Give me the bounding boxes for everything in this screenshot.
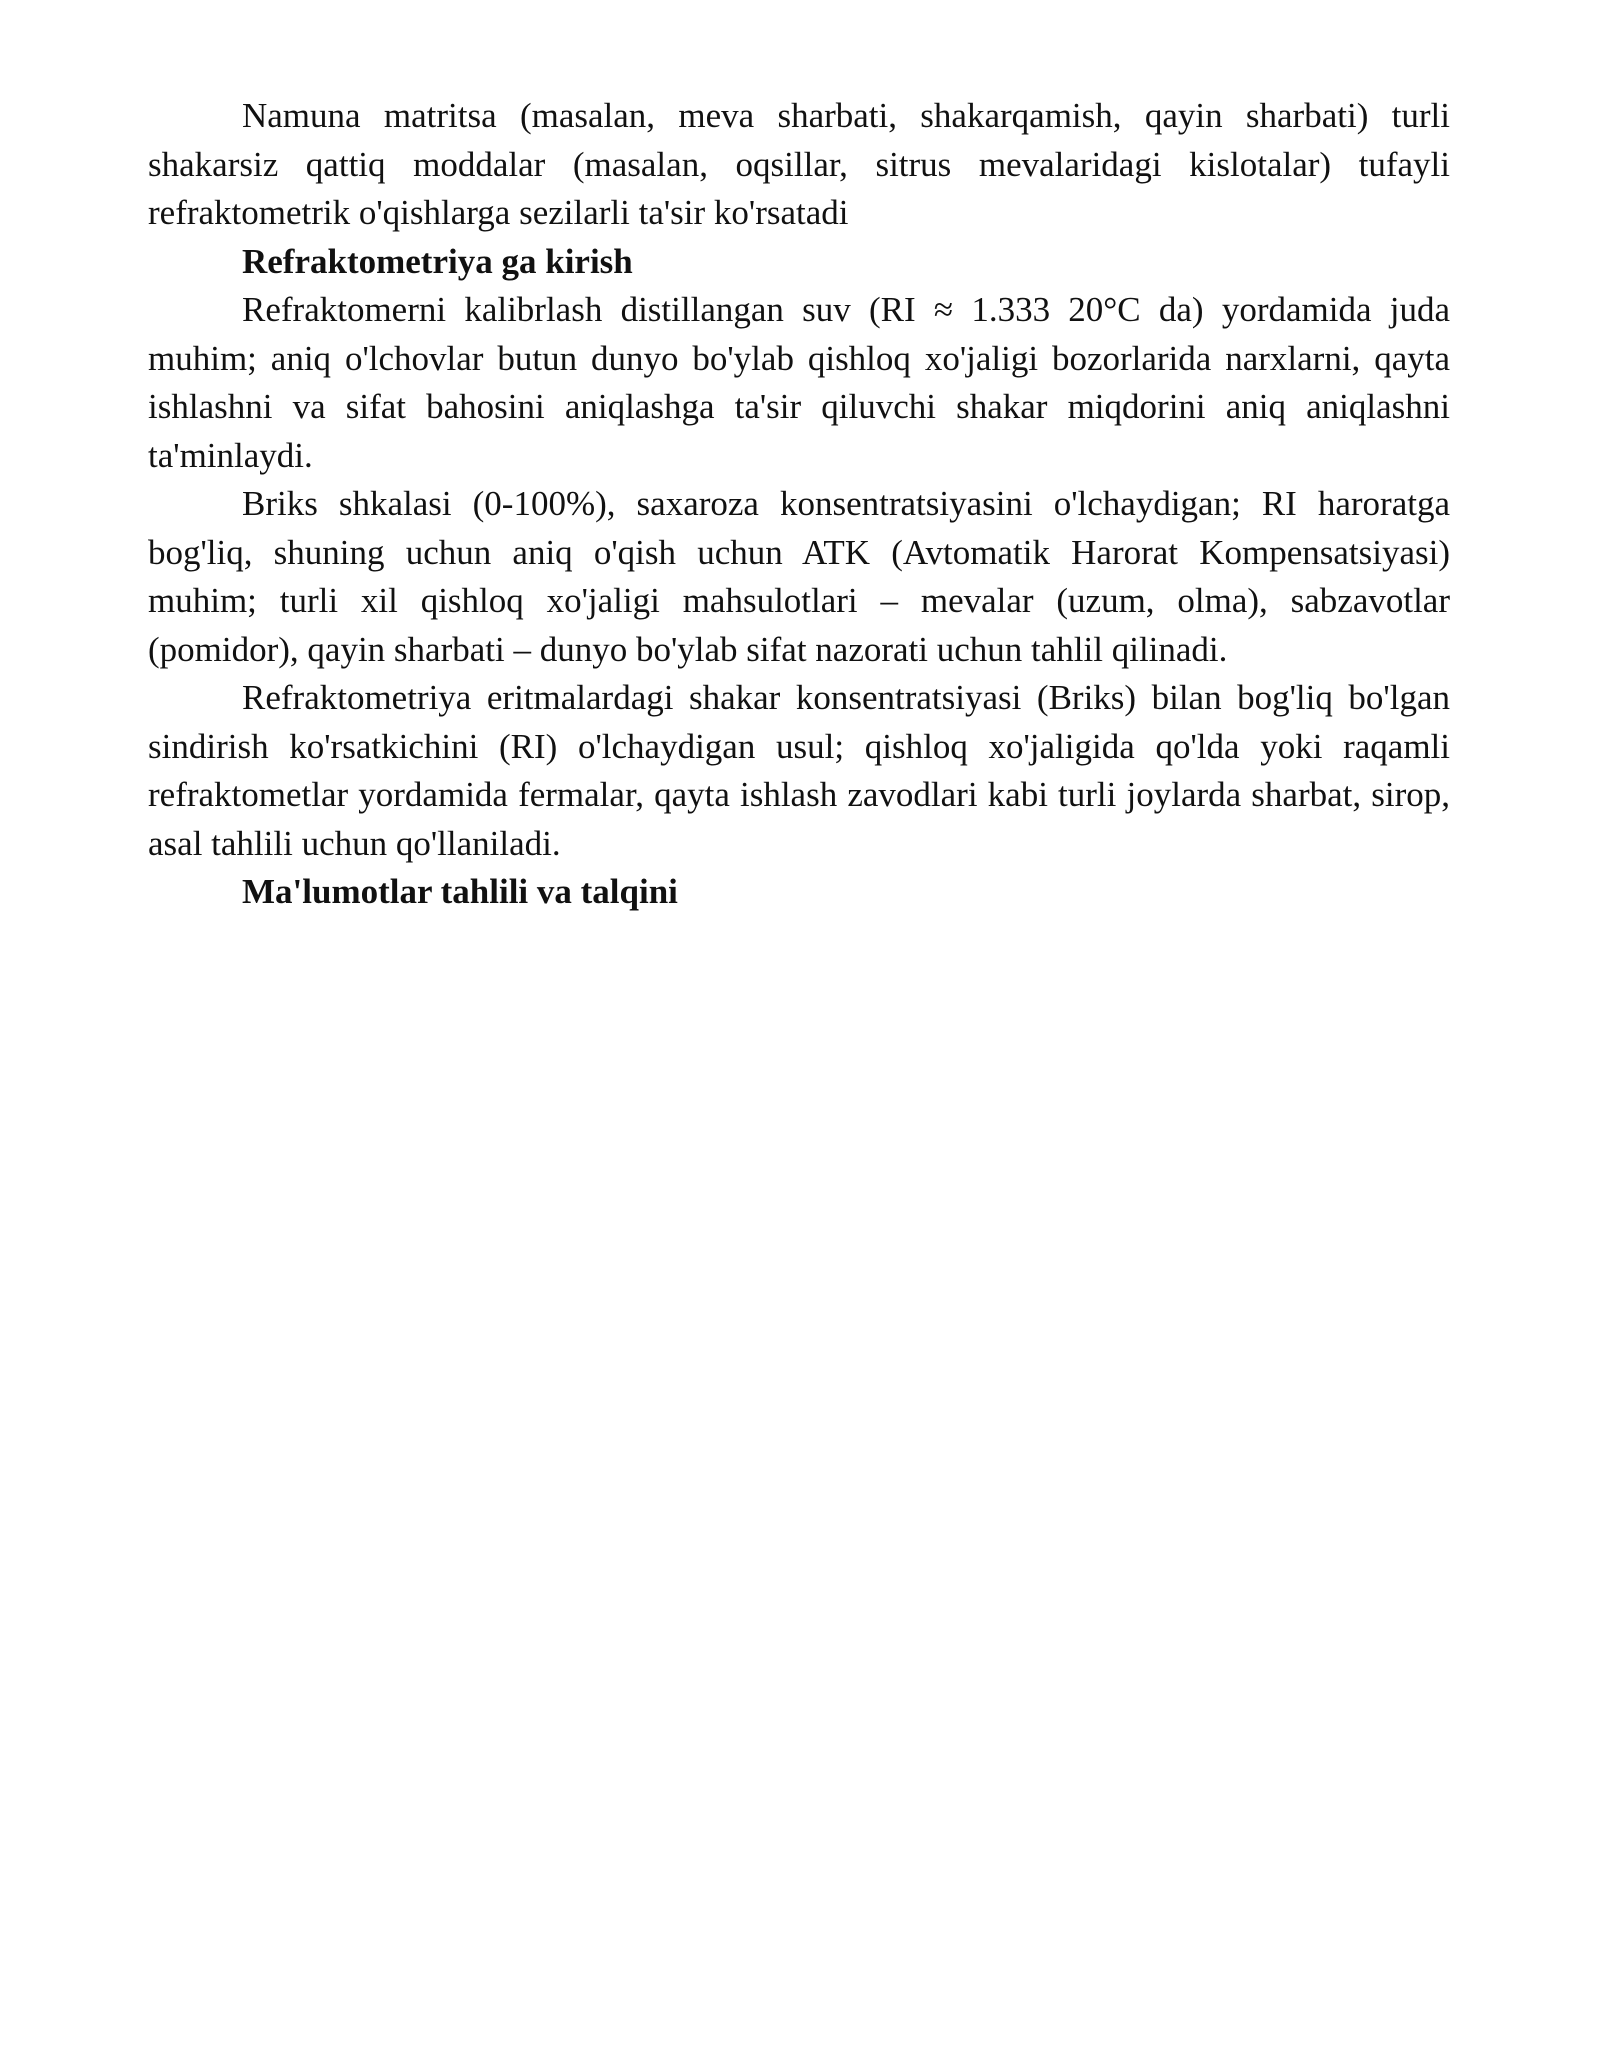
- document-page: [148, 92, 1450, 917]
- heading-refractometry-intro: Refraktometriya ga kirish: [242, 241, 633, 281]
- paragraph-brix-scale: Briks shkalasi (0-100%), saxaroza konsentratsiyasini o'lchaydigan; RI haroratga bog'liq, shuning uchun aniq o'qish uchun ATK (Avtomatik Harorat Kompensatsiyasi) muhim; turli xil qishloq xo'jaligi mahsulotlari – mevalar (uzum, olma), sabzavotlar (pomidor), qayin sharbati – dunyo bo'ylab sifat nazorati uchun tahlil qilinadi.: [148, 484, 1450, 669]
- paragraph-refractometry-method: Refraktometriya eritmalardagi shakar konsentratsiyasi (Briks) bilan bog'liq bo'lgan sindirish ko'rsatkichini (RI) o'lchaydigan usul; qishloq xo'jaligida qo'lda yoki raqamli refraktometlar yordamida fermalar, qayta ishlash zavodlari kabi turli joylarda sharbat, sirop, asal tahlili uchun qo'llaniladi.: [148, 678, 1450, 863]
- heading-data-analysis: Ma'lumotlar tahlili va talqini: [242, 872, 678, 911]
- paragraph-calibration: Refraktomerni kalibrlash distillangan suv (RI ≈ 1.333 20°C da) yordamida juda muhim; aniq o'lchovlar butun dunyo bo'ylab qishloq xo'jaligi bozorlarida narxlarni, qayta ishlashni va sifat bahosini aniqlashga ta'sir qiluvchi shakar miqdorini aniq aniqlashni ta'minlaydi.: [148, 290, 1450, 475]
- paragraph-sample-matrix: Namuna matritsa (masalan, meva sharbati, shakarqamish, qayin sharbati) turli shakarsiz qattiq moddalar (masalan, oqsillar, sitrus mevalaridagi kislotalar) tufayli refraktometrik o'qishlarga sezilarli ta'sir ko'rsatadi: [148, 96, 1450, 232]
